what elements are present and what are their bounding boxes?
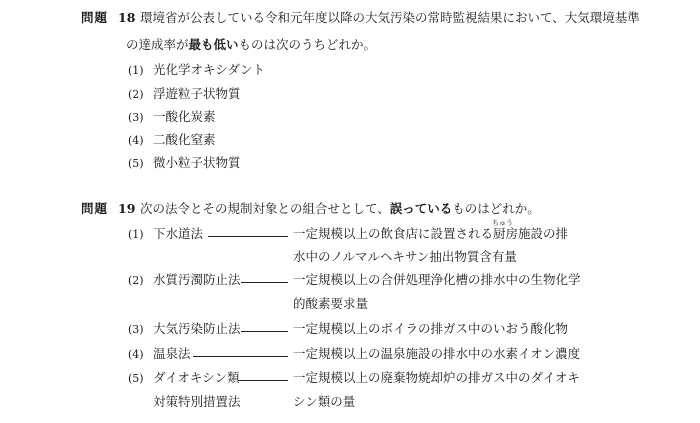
q19-ruby-kanji — [492, 219, 514, 241]
q19-option-law: 下水道法 — [153, 226, 204, 241]
q19-desc-post: 房施設の排 — [505, 226, 569, 241]
q19-stem-post: ものはどれか。 — [452, 201, 540, 216]
connector-dash — [241, 331, 288, 332]
q19-option-number: (3) — [128, 323, 144, 336]
q19-option-law: 水質汚濁防止法 — [153, 272, 241, 287]
q19-option-desc-line2: シン類の量 — [293, 394, 356, 409]
q18-option-text: 光化学オキシダント — [153, 62, 266, 77]
connector-dash — [208, 236, 288, 237]
q18-option-text: 浮遊粒子状物質 — [153, 86, 241, 101]
q19-option-law: 大気汚染防止法 — [153, 321, 241, 336]
q18-option-number: (1) — [128, 64, 144, 77]
connector-dash — [238, 380, 288, 381]
q19-option-desc-line2: 水中のノルマルヘキサン抽出物質含有量 — [293, 249, 517, 264]
q18-stem-line2 — [126, 39, 376, 52]
q18-stem-pre: の達成率が — [126, 37, 189, 52]
q19-stem-pre: 次の法令とその規制対象との組合せとして、 — [140, 201, 390, 216]
connector-dash — [193, 356, 288, 357]
q19-option-desc-line1 — [293, 219, 569, 241]
q19-stem-emphasis: 誤っている — [389, 201, 453, 216]
q18-option-number: (4) — [128, 134, 144, 147]
q19-label: 問題 — [81, 201, 109, 216]
q18-option-number: (5) — [128, 157, 144, 170]
q18-stem-post: ものは次のうちどれか。 — [238, 37, 377, 52]
q18-option-text: 一酸化炭素 — [153, 109, 216, 124]
q19-ruby-reading: ちゅう — [492, 219, 514, 227]
q18-stem-emphasis: 最も低い — [188, 37, 239, 52]
q19-option-desc-line1: 一定規模以上の廃棄物焼却炉の排ガス中のダイオキ — [293, 370, 580, 385]
q19-option-law: 温泉法 — [153, 346, 191, 361]
q19-option-number: (5) — [128, 372, 144, 385]
q18-option-text: 二酸化窒素 — [153, 132, 216, 147]
q18-option-number: (3) — [128, 111, 144, 124]
q19-stem — [140, 203, 540, 216]
q19-option-number: (4) — [128, 348, 144, 361]
q19-option-law-line2: 対策特別措置法 — [153, 394, 241, 409]
q19-desc-pre: 一定規模以上の飲食店に設置される — [293, 226, 494, 241]
q19-option-number: (1) — [128, 228, 144, 241]
q19-option-law: ダイオキシン類 — [153, 370, 240, 385]
q19-option-desc-line1: 一定規模以上の温泉施設の排水中の水素イオン濃度 — [293, 346, 581, 361]
q19-number: 19 — [118, 201, 136, 216]
q19-option-number: (2) — [128, 274, 144, 287]
q18-label: 問題 — [81, 10, 109, 25]
q19-option-desc-line1: 一定規模以上のボイラの排ガス中のいおう酸化物 — [293, 321, 569, 336]
q19-kanji: 厨 — [493, 226, 506, 241]
q18-number: 18 — [118, 10, 136, 25]
q18-stem-line1: 環境省が公表している令和元年度以降の大気汚染の常時監視結果において、大気環境基準 — [140, 10, 640, 25]
connector-dash — [241, 282, 288, 283]
q19-option-desc-line1: 一定規模以上の合併処理浄化槽の排水中の生物化学 — [293, 272, 581, 287]
q19-option-desc-line2: 的酸素要求量 — [293, 296, 369, 311]
q18-option-text: 微小粒子状物質 — [153, 155, 241, 170]
q18-option-number: (2) — [128, 88, 144, 101]
